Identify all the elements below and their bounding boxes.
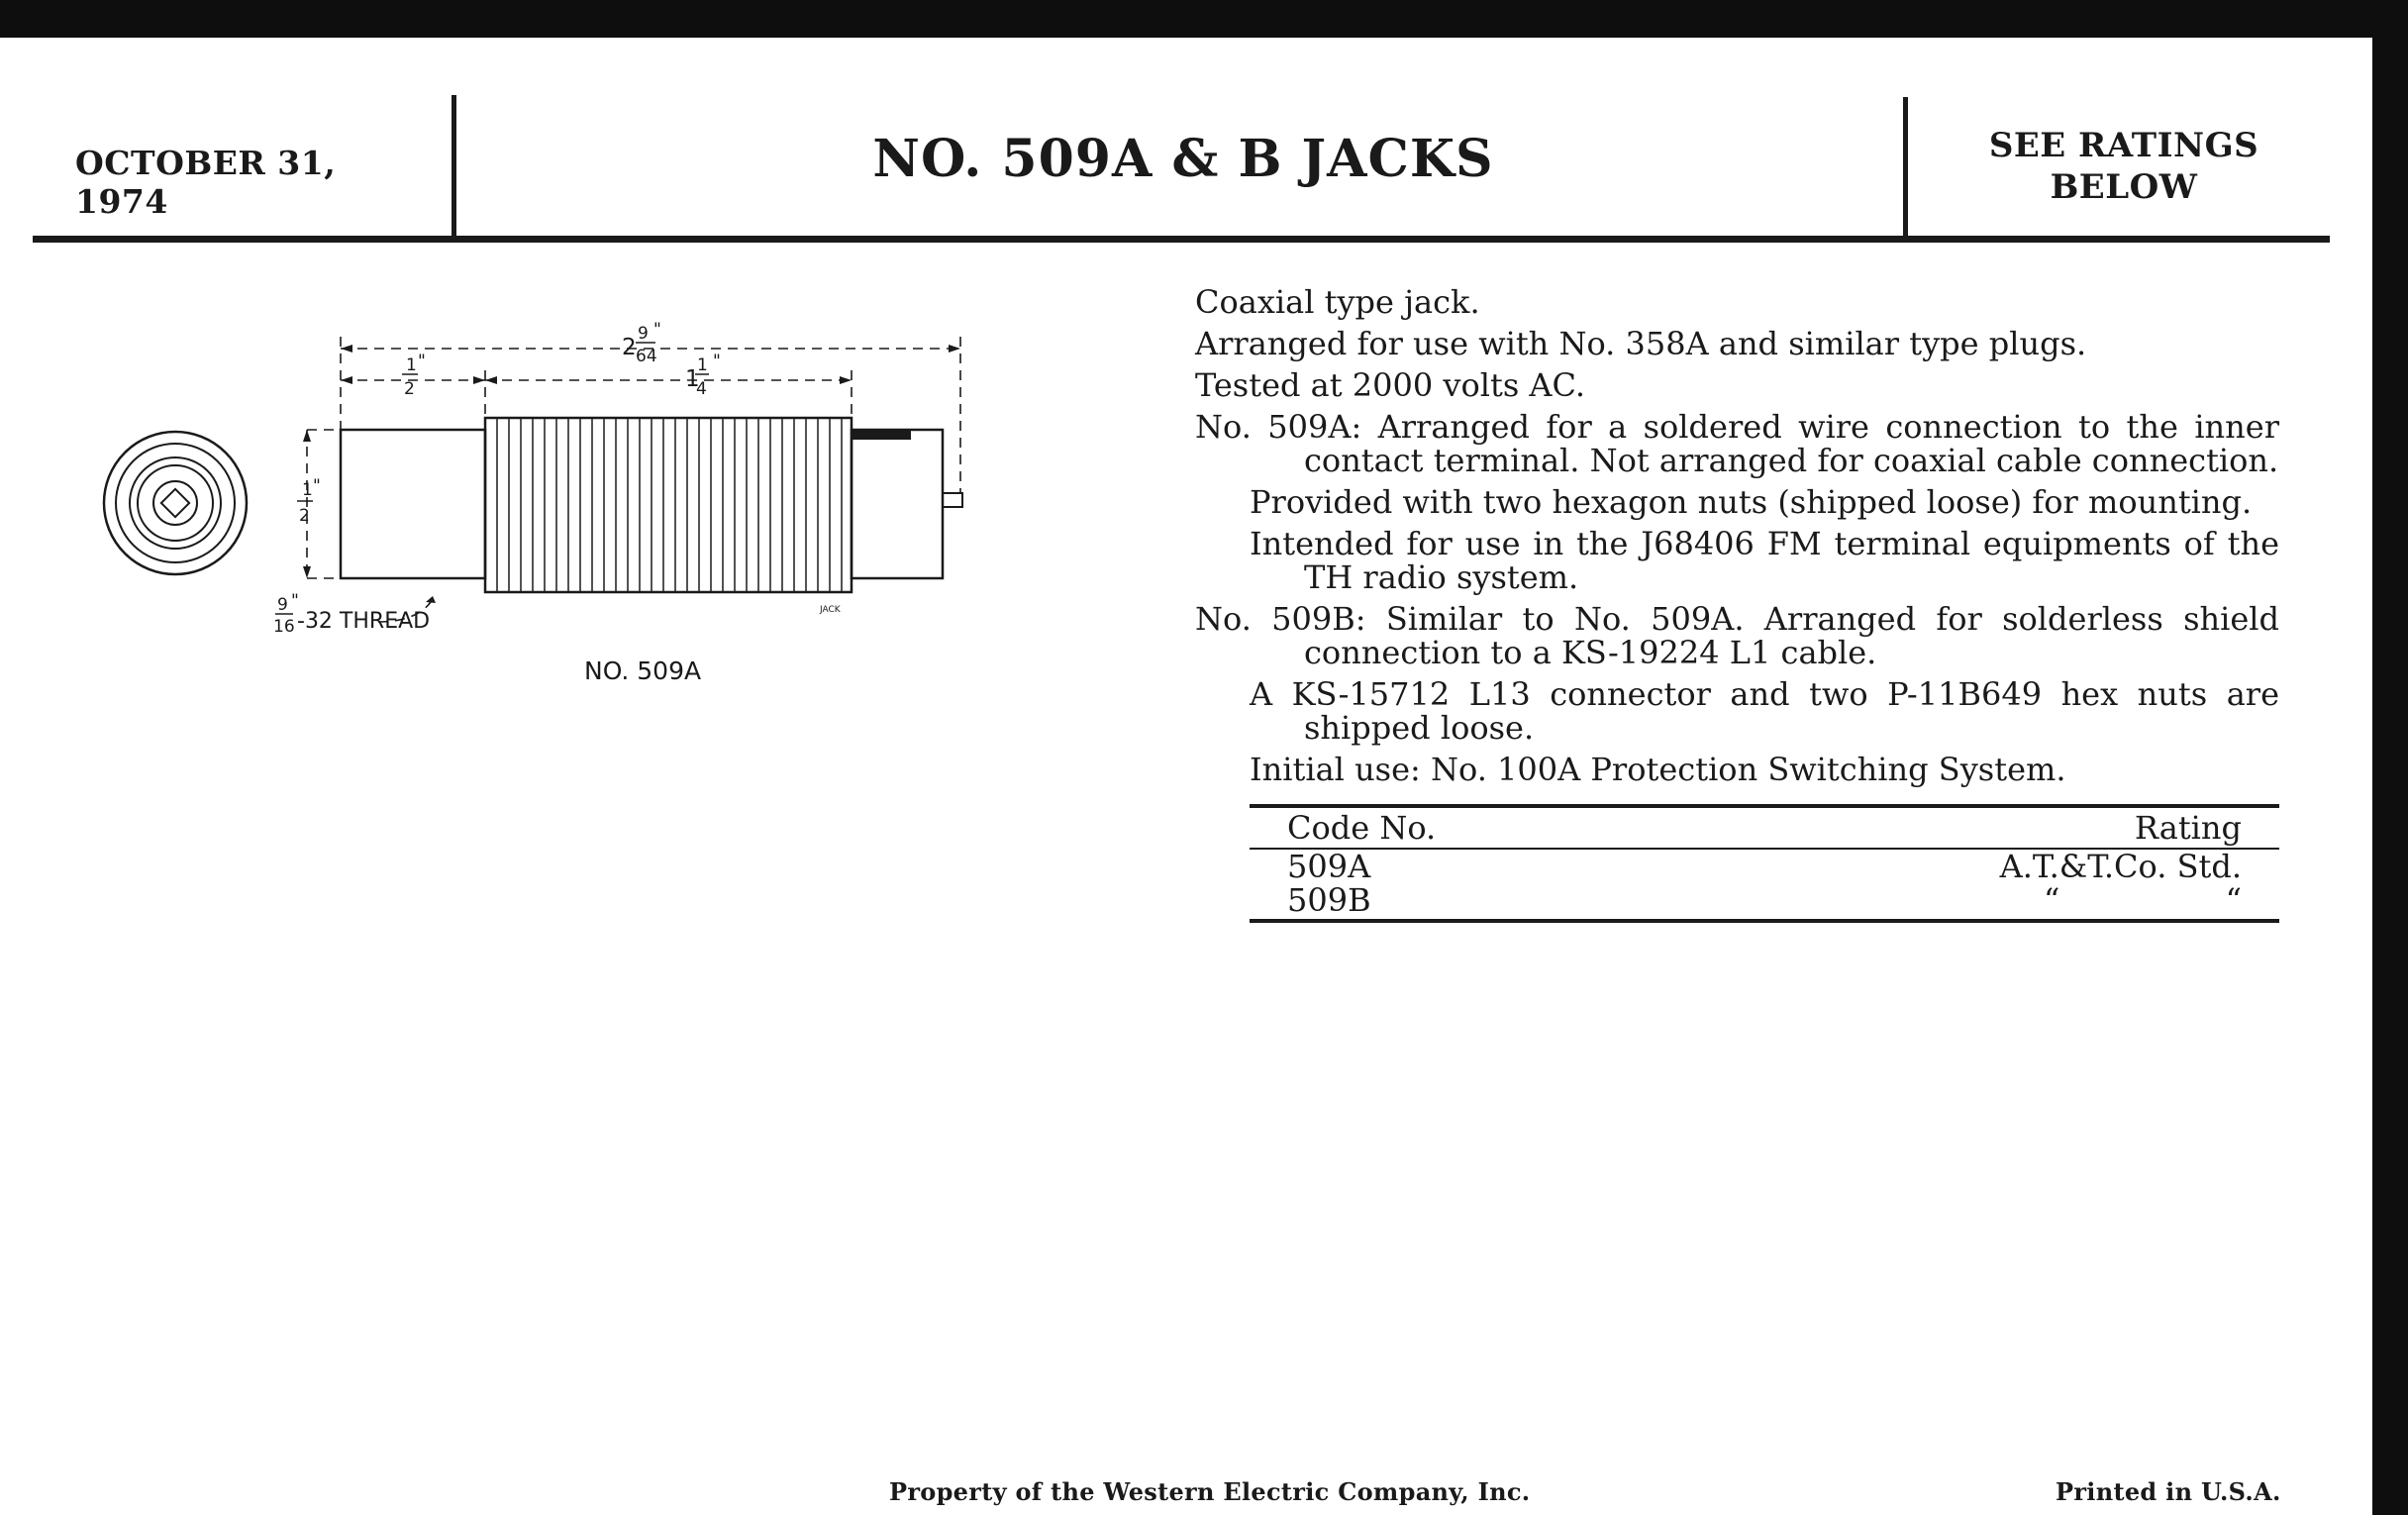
end-view xyxy=(104,432,247,574)
inch-mark: " xyxy=(313,476,321,496)
dim-thread-den: 4 xyxy=(696,379,707,399)
code-cell: 509A xyxy=(1287,848,1371,885)
ratings-table xyxy=(1250,804,2279,923)
desc-509b: No. 509B: Similar to No. 509A. Arranged for solderless shield connection to a KS-19224 L1 cable. xyxy=(1195,600,2279,671)
drawing-caption: NO. 509A xyxy=(584,656,702,685)
header-date: OCTOBER 31, 1974 xyxy=(75,144,337,221)
desc-line1: Coaxial type jack. xyxy=(1195,283,1480,321)
header-rule xyxy=(33,236,2330,243)
desc-509b-connector: A KS-15712 L13 connector and two P-11B649 hex nuts are shipped loose. xyxy=(1250,675,2279,747)
inch-mark: " xyxy=(713,352,721,371)
description xyxy=(1195,285,2279,923)
footer-printed: Printed in U.S.A. xyxy=(2056,1477,2281,1506)
inch-mark: " xyxy=(291,591,299,611)
jack-drawing xyxy=(89,307,980,703)
jack-stamp: JACK xyxy=(820,605,841,615)
solder-terminal xyxy=(943,493,962,507)
jack-body xyxy=(341,430,485,578)
jack-rear-body xyxy=(852,430,943,578)
desc-509b-initial-use: Initial use: No. 100A Protection Switching System. xyxy=(1250,751,2066,788)
dim-dia-den: 2 xyxy=(299,506,310,526)
inch-mark: " xyxy=(653,320,661,340)
inch-mark: " xyxy=(418,352,426,371)
dim-half-num: 1 xyxy=(406,355,417,375)
dim-dia-num: 1 xyxy=(302,480,313,500)
code-cell: 509B xyxy=(1250,883,1631,921)
jack-rear-shoulder xyxy=(852,430,911,440)
desc-line2: Arranged for use with No. 358A and similar type plugs. xyxy=(1195,325,2087,362)
rating-cell: A.T.&T.Co. Std. xyxy=(1999,848,2242,885)
page-title: NO. 509A & B JACKS xyxy=(872,129,1494,189)
dim-overall-den: 64 xyxy=(636,347,657,366)
dim-thread-whole: 1 xyxy=(685,366,700,392)
header-divider-left xyxy=(452,95,456,236)
dimension-arrows xyxy=(303,345,960,603)
dim-thread-num: 1 xyxy=(697,355,708,375)
dim-overall-num: 9 xyxy=(638,324,649,344)
header-ratings-line1: SEE RATINGS xyxy=(1988,126,2259,165)
thread-lines xyxy=(497,418,842,592)
footer-property: Property of the Western Electric Company, Inc. xyxy=(889,1477,1531,1506)
ratings-header-row xyxy=(1250,806,2279,849)
dim-overall-whole: 2 xyxy=(622,335,637,360)
desc-509a-nuts: Provided with two hexagon nuts (shipped loose) for mounting. xyxy=(1250,483,2253,521)
col-rating: Rating xyxy=(1631,806,2279,849)
threaded-section xyxy=(485,418,852,592)
table-row xyxy=(1250,883,2279,921)
scan-right-border xyxy=(2372,0,2408,1515)
desc-509a-use: Intended for use in the J68406 FM terminal equipments of the TH radio system. xyxy=(1250,525,2279,596)
desc-line3: Tested at 2000 volts AC. xyxy=(1195,366,1586,404)
rating-cell: “ “ xyxy=(2044,881,2242,919)
scan-top-border xyxy=(0,0,2408,38)
header-ratings-note xyxy=(1916,125,2332,208)
thread-label-text: -32 THREAD xyxy=(297,609,431,634)
desc-509a: No. 509A: Arranged for a soldered wire connection to the inner contact terminal. Not arranged for coaxial cable connection. xyxy=(1195,408,2279,479)
header-ratings-line2: BELOW xyxy=(2050,167,2198,207)
table-row xyxy=(1250,849,2279,883)
jack-drawing-svg xyxy=(89,307,980,703)
rating-cell-wrap xyxy=(1631,883,2279,921)
thread-label-den: 16 xyxy=(273,617,295,637)
header-divider-right xyxy=(1903,97,1908,236)
col-code-no: Code No. xyxy=(1250,806,1631,849)
thread-label-num: 9 xyxy=(277,595,288,615)
dim-half-den: 2 xyxy=(404,379,415,399)
